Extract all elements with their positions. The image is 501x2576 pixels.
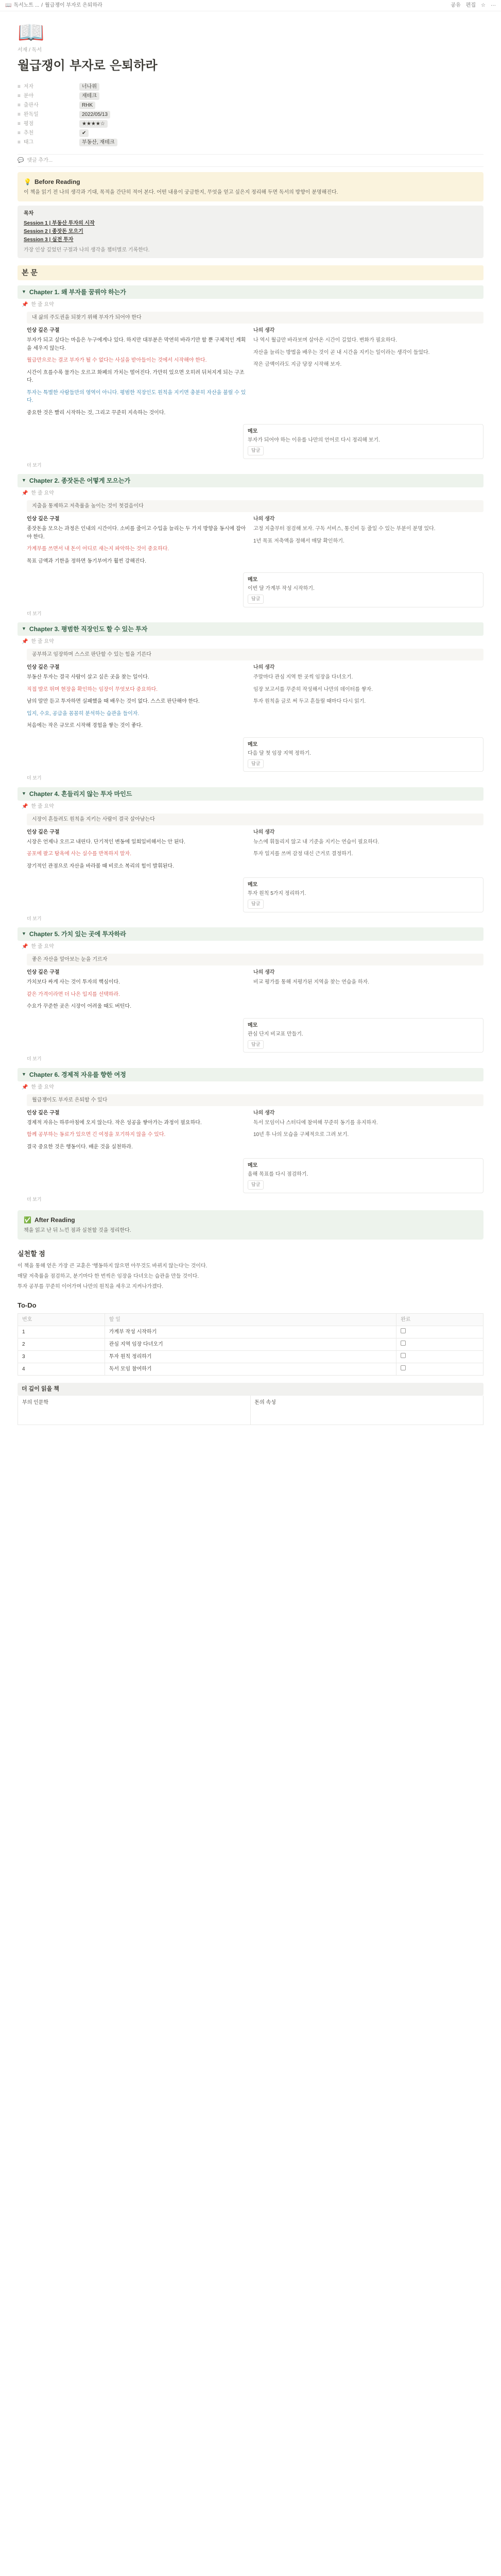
thought-label: 나의 생각 xyxy=(253,1110,275,1116)
property-value[interactable] xyxy=(79,111,112,118)
breadcrumb-current[interactable]: 월급쟁이 부자로 은퇴하라 xyxy=(45,3,102,8)
quote-grid xyxy=(27,515,483,569)
side-comment[interactable] xyxy=(243,1018,483,1053)
thought-label: 나의 생각 xyxy=(253,665,275,670)
chapter-block xyxy=(18,285,483,469)
todo-table xyxy=(18,1313,483,1376)
workspace-label[interactable]: 독서노트 ... xyxy=(13,3,40,8)
property-tag: 재테크 xyxy=(79,92,99,100)
side-comment[interactable] xyxy=(243,1158,483,1193)
property-key xyxy=(18,92,79,100)
summary-label xyxy=(18,487,483,499)
quote-grid xyxy=(27,828,483,875)
properties xyxy=(18,82,483,147)
edit-button[interactable]: 편집 xyxy=(465,3,476,8)
lightbulb-icon: 💡 xyxy=(24,178,31,185)
todo-done xyxy=(396,1338,483,1351)
chapter-block xyxy=(18,474,483,617)
property-key xyxy=(18,83,79,91)
thought-paragraph: 독서 모임이나 스터디에 참여해 꾸준히 동기를 유지하자. xyxy=(253,1120,378,1126)
thought-paragraph: 10년 후 나의 모습을 구체적으로 그려 보기. xyxy=(253,1132,349,1138)
further-reading-grid xyxy=(18,1396,483,1425)
property-row xyxy=(18,138,483,147)
pin-icon: 📌 xyxy=(22,1084,28,1090)
property-label: 저자 xyxy=(23,83,34,90)
quote-paragraph: 처음에는 작은 규모로 시작해 경험을 쌓는 것이 좋다. xyxy=(27,723,143,728)
property-row xyxy=(18,91,483,100)
property-value[interactable] xyxy=(79,139,119,146)
property-value[interactable] xyxy=(79,101,97,109)
chapter-title: Chapter 6. 경제적 자유를 향한 여정 xyxy=(29,1071,126,1078)
read-more-link[interactable]: 더 보기 xyxy=(27,916,42,921)
property-tag: RHK xyxy=(79,101,95,109)
page-icon-small: 📖 xyxy=(5,3,12,8)
quote-label: 인상 깊은 구절 xyxy=(27,829,60,835)
quote-paragraph: 장기적인 관점으로 자산을 바라볼 때 비로소 복리의 힘이 발휘된다. xyxy=(27,863,174,869)
triangle-down-icon[interactable]: ▼ xyxy=(22,478,26,483)
thought-column xyxy=(253,1109,483,1156)
table-of-contents: 목차 Session 1 | 부동산 투자의 시작 Session 2 | 종잣돈 모으기 Session 3 | 실전 투자 가장 인상 깊었던 구절과 나의 생각을 챕터별로 기록한다. xyxy=(18,206,483,258)
thought-paragraph: 1년 목표 저축액을 정해서 매달 확인하기. xyxy=(253,538,344,544)
summary-label-text: 한 줄 요약 xyxy=(31,944,54,950)
reply-button[interactable]: 답글 xyxy=(248,1040,264,1049)
checkbox[interactable] xyxy=(401,1365,406,1370)
quote-grid xyxy=(27,969,483,1015)
quote-label: 인상 깊은 구절 xyxy=(27,970,60,975)
property-tag: 너나위 xyxy=(79,83,99,91)
quote-paragraph: 가계부를 쓰면서 내 돈이 어디로 새는지 파악하는 것이 중요하다. xyxy=(27,546,169,552)
thought-column xyxy=(253,515,483,569)
quote-paragraph: 결국 중요한 것은 행동이다. 배운 것을 실천하라. xyxy=(27,1144,133,1150)
todo-task[interactable]: 가계부 작성 시작하기 xyxy=(105,1326,396,1338)
todo-done xyxy=(396,1326,483,1338)
property-label: 추천 xyxy=(23,130,34,136)
toc-link[interactable]: Session 2 | 종잣돈 모으기 xyxy=(24,229,83,234)
todo-number: 3 xyxy=(18,1351,105,1363)
chapter-title: Chapter 3. 평범한 직장인도 할 수 있는 투자 xyxy=(29,625,148,633)
further-reading-bar: 더 깊이 읽을 책 xyxy=(18,1383,483,1396)
checkbox[interactable] xyxy=(401,1353,406,1358)
checkbox[interactable] xyxy=(401,1328,406,1333)
property-label: 평점 xyxy=(23,121,34,127)
comment-author: 메모 xyxy=(248,577,258,583)
property-key xyxy=(18,120,79,128)
thought-paragraph: 주말마다 관심 지역 한 곳씩 임장을 다녀오기. xyxy=(253,674,353,680)
thought-label: 나의 생각 xyxy=(253,328,275,333)
chapter-block xyxy=(18,622,483,782)
side-comment[interactable] xyxy=(243,424,483,459)
triangle-down-icon[interactable]: ▼ xyxy=(22,931,26,937)
reply-button[interactable]: 답글 xyxy=(248,595,264,604)
thought-label: 나의 생각 xyxy=(253,516,275,522)
comment-text: 이번 달 가계부 작성 시작하기. xyxy=(248,586,315,591)
summary-text: 지출을 통제하고 저축률을 높이는 것이 첫걸음이다 xyxy=(27,500,483,512)
todo-row xyxy=(18,1363,483,1376)
toc-link[interactable]: Session 1 | 부동산 투자의 시작 xyxy=(24,221,95,226)
todo-row xyxy=(18,1338,483,1351)
property-value[interactable] xyxy=(79,83,101,91)
takeaway-title: 실천할 점 xyxy=(18,1250,45,1258)
side-comment[interactable] xyxy=(243,877,483,912)
quote-label: 인상 깊은 구절 xyxy=(27,516,60,522)
quote-paragraph: 시간이 흐를수록 물가는 오르고 화폐의 가치는 떨어진다. 가만히 있으면 오히려 뒤처지게 되는 구조다. xyxy=(27,369,245,383)
quote-paragraph: 종잣돈을 모으는 과정은 인내의 시간이다. 소비를 줄이고 수입을 늘리는 두 가지 방향을 동시에 잡아야 한다. xyxy=(27,526,246,540)
property-row xyxy=(18,110,483,119)
thought-paragraph: 투자 원칙을 글로 써 두고 흔들릴 때마다 다시 읽기. xyxy=(253,699,366,704)
quote-column xyxy=(27,828,248,875)
todo-number: 4 xyxy=(18,1363,105,1376)
todo-task[interactable]: 관심 지역 임장 다녀오기 xyxy=(105,1338,396,1351)
quote-grid xyxy=(27,327,483,421)
pin-icon: 📌 xyxy=(22,302,28,308)
summary-label xyxy=(18,299,483,311)
more-icon[interactable]: ··· xyxy=(491,3,496,8)
todo-number: 1 xyxy=(18,1326,105,1338)
quote-paragraph: 시장은 언제나 오르고 내린다. 단기적인 변동에 일희일비해서는 안 된다. xyxy=(27,839,185,845)
property-label: 태그 xyxy=(23,139,34,145)
quote-paragraph: 부자가 되고 싶다는 마음은 누구에게나 있다. 하지만 대부분은 막연히 바라기만 할 뿐 구체적인 계획을 세우지 않는다. xyxy=(27,337,246,351)
read-more-link[interactable]: 더 보기 xyxy=(27,462,42,468)
thought-paragraph: 고정 지출부터 점검해 보자. 구독 서비스, 통신비 등 줄일 수 있는 부분이 분명 있다. xyxy=(253,526,436,532)
further-reading-right[interactable]: 돈의 속성 xyxy=(254,1399,276,1405)
reply-button[interactable]: 답글 xyxy=(248,1180,264,1190)
property-value[interactable] xyxy=(79,120,110,128)
thought-paragraph: 비교 평가를 통해 저평가된 지역을 찾는 연습을 하자. xyxy=(253,979,370,985)
quote-grid xyxy=(27,664,483,734)
star-icon[interactable]: ☆ xyxy=(481,3,486,8)
quote-paragraph: 투자는 특별한 사람들만의 영역이 아니다. 평범한 직장인도 원칙을 지키면 충분히 자산을 불릴 수 있다. xyxy=(27,389,246,403)
side-comment[interactable] xyxy=(243,572,483,607)
thought-column xyxy=(253,828,483,875)
todo-header: 번호 xyxy=(18,1314,105,1326)
thought-paragraph: 작은 금액이라도 지금 당장 시작해 보자. xyxy=(253,362,342,367)
triangle-down-icon[interactable]: ▼ xyxy=(22,790,26,796)
thought-paragraph: 임장 보고서를 꾸준히 작성해서 나만의 데이터를 쌓자. xyxy=(253,686,373,692)
triangle-down-icon[interactable]: ▼ xyxy=(22,626,26,632)
read-more-link[interactable]: 더 보기 xyxy=(27,611,42,616)
reply-button[interactable]: 답글 xyxy=(248,759,264,769)
takeaway-line: 이 책을 통해 얻은 가장 큰 교훈은 '행동하지 않으면 아무것도 바뀌지 않는다'는 것이다. xyxy=(18,1263,208,1269)
read-more-link[interactable]: 더 보기 xyxy=(27,775,42,781)
thought-paragraph: 자산을 늘리는 방법을 배우는 것이 곧 내 시간을 지키는 일이라는 생각이 들었다. xyxy=(253,349,430,355)
thought-paragraph: 투자 일지를 쓰며 감정 대신 근거로 결정하기. xyxy=(253,851,353,857)
takeaway-line: 투자 공부를 꾸준히 이어가며 나만의 원칙을 세우고 지켜나가겠다. xyxy=(18,1283,164,1290)
todo-row xyxy=(18,1351,483,1363)
thought-label: 나의 생각 xyxy=(253,829,275,835)
quote-column xyxy=(27,515,248,569)
summary-label-text: 한 줄 요약 xyxy=(31,639,54,645)
quote-column xyxy=(27,1109,248,1156)
property-key xyxy=(18,101,79,109)
page-icon[interactable]: 📖 xyxy=(18,20,45,44)
summary-label xyxy=(18,636,483,648)
quote-label: 인상 깊은 구절 xyxy=(27,665,60,670)
page-title[interactable]: 월급쟁이 부자로 은퇴하라 xyxy=(18,58,158,73)
property-value[interactable] xyxy=(79,92,101,100)
property-label: 완독일 xyxy=(23,111,39,117)
quote-paragraph: 가치보다 싸게 사는 것이 투자의 핵심이다. xyxy=(27,979,120,985)
after-reading-callout: ✅ After Reading 책을 읽고 난 뒤 느낀 점과 실천할 것을 정리한다. xyxy=(18,1210,483,1240)
todo-title: To-Do xyxy=(18,1301,37,1309)
quote-paragraph: 남의 말만 듣고 투자하면 실패했을 때 배우는 것이 없다. 스스로 판단해야 한다. xyxy=(27,699,200,704)
property-tag: 2022/05/13 xyxy=(79,111,110,118)
reply-button[interactable]: 답글 xyxy=(248,900,264,909)
todo-done xyxy=(396,1351,483,1363)
quote-paragraph: 수요가 꾸준한 곳은 시장이 어려울 때도 버틴다. xyxy=(27,1004,131,1009)
property-row xyxy=(18,100,483,110)
summary-label-text: 한 줄 요약 xyxy=(31,490,54,496)
chapter-block xyxy=(18,1068,483,1204)
quote-paragraph: 목표 금액과 기한을 정하면 동기부여가 훨씬 강해진다. xyxy=(27,558,146,564)
thought-column xyxy=(253,664,483,734)
comment-text: 관심 단지 비교표 만들기. xyxy=(248,1031,303,1037)
quote-label: 인상 깊은 구절 xyxy=(27,328,60,333)
property-icon: ≡ xyxy=(18,130,21,136)
section-heading: 본 문 xyxy=(18,265,483,280)
pin-icon: 📌 xyxy=(22,490,28,496)
summary-label-text: 한 줄 요약 xyxy=(31,302,54,308)
quote-paragraph: 함께 공부하는 동료가 있으면 긴 여정을 포기하지 않을 수 있다. xyxy=(27,1132,166,1138)
reply-button[interactable]: 답글 xyxy=(248,446,264,455)
read-more-link[interactable]: 더 보기 xyxy=(27,1056,42,1061)
share-button[interactable]: 공유 xyxy=(451,3,461,8)
chapter-toggle[interactable] xyxy=(18,285,483,299)
chapter-toggle[interactable] xyxy=(18,1068,483,1081)
chapter-toggle[interactable] xyxy=(18,474,483,487)
pin-icon: 📌 xyxy=(22,944,28,950)
todo-header: 완료 xyxy=(396,1314,483,1326)
summary-label xyxy=(18,1081,483,1093)
summary-label-text: 한 줄 요약 xyxy=(31,803,54,809)
triangle-down-icon[interactable]: ▼ xyxy=(22,1071,26,1077)
breadcrumb[interactable]: 📖 독서노트 ... / 월급쟁이 부자로 은퇴하라 xyxy=(5,3,102,8)
summary-text: 시장이 흔들려도 원칙을 지키는 사람이 결국 살아남는다 xyxy=(27,814,483,825)
add-comment[interactable]: 💬 댓글 추가... xyxy=(18,154,483,167)
checkbox[interactable] xyxy=(401,1341,406,1346)
before-reading-callout: 💡 Before Reading 이 책을 읽기 전 나의 생각과 기대, 목적을 간단히 적어 본다. 어떤 내용이 궁금한지, 무엇을 얻고 싶은지 정리해 두면 독서의 방향이 분명해진다. xyxy=(18,172,483,201)
summary-text: 내 삶의 주도권을 되찾기 위해 부자가 되어야 한다 xyxy=(27,312,483,324)
comment-text: 부자가 되어야 하는 이유를 나만의 언어로 다시 정리해 보기. xyxy=(248,437,380,443)
property-icon: ≡ xyxy=(18,93,21,99)
page-breadcrumb: 서재 / 독서 xyxy=(18,47,42,53)
todo-header: 할 일 xyxy=(105,1314,396,1326)
comment-author: 메모 xyxy=(248,882,258,888)
property-row xyxy=(18,128,483,138)
comment-text: 다음 달 첫 임장 지역 정하기. xyxy=(248,750,311,756)
comment-author: 메모 xyxy=(248,429,258,434)
summary-text: 월급쟁이도 부자로 은퇴할 수 있다 xyxy=(27,1094,483,1106)
quote-column xyxy=(27,327,248,421)
check-icon: ✅ xyxy=(24,1216,31,1224)
chapter-toggle[interactable] xyxy=(18,622,483,636)
triangle-down-icon[interactable]: ▼ xyxy=(22,289,26,295)
quote-paragraph: 같은 가격이라면 더 나은 입지를 선택하라. xyxy=(27,991,120,997)
thought-column xyxy=(253,969,483,1015)
further-reading-left[interactable]: 부의 인문학 xyxy=(18,1396,251,1425)
property-label: 분야 xyxy=(23,93,34,99)
todo-done xyxy=(396,1363,483,1376)
property-value[interactable] xyxy=(79,129,91,137)
property-key xyxy=(18,111,79,118)
thought-column xyxy=(253,327,483,421)
comment-author: 메모 xyxy=(248,1163,258,1168)
quote-column xyxy=(27,664,248,734)
property-icon: ≡ xyxy=(18,83,21,90)
quote-paragraph: 경제적 자유는 하루아침에 오지 않는다. 작은 성공을 쌓아가는 과정이 필요하다. xyxy=(27,1120,202,1126)
quote-paragraph: 공포에 팔고 탐욕에 사는 실수를 반복하지 말자. xyxy=(27,851,131,857)
property-row xyxy=(18,119,483,128)
quote-paragraph: 중요한 것은 빨리 시작하는 것, 그리고 꾸준히 지속하는 것이다. xyxy=(27,410,166,416)
comment-text: 투자 원칙 5가지 정리하기. xyxy=(248,891,306,896)
read-more-link[interactable]: 더 보기 xyxy=(27,1196,42,1202)
property-icon: ≡ xyxy=(18,139,21,145)
side-comment[interactable] xyxy=(243,737,483,772)
todo-number: 2 xyxy=(18,1338,105,1351)
todo-task[interactable]: 독서 모임 참여하기 xyxy=(105,1363,396,1376)
thought-label: 나의 생각 xyxy=(253,970,275,975)
pin-icon: 📌 xyxy=(22,803,28,809)
summary-label xyxy=(18,801,483,812)
property-label: 출판사 xyxy=(23,102,39,108)
property-icon: ≡ xyxy=(18,121,21,127)
summary-text: 공부하고 임장하며 스스로 판단할 수 있는 힘을 기른다 xyxy=(27,649,483,660)
quote-paragraph: 부동산 투자는 결국 사람이 살고 싶은 곳을 찾는 일이다. xyxy=(27,674,149,680)
page-content xyxy=(18,11,483,1425)
pin-icon: 📌 xyxy=(22,639,28,645)
chapter-title: Chapter 4. 흔들리지 않는 투자 마인드 xyxy=(29,790,132,798)
quote-paragraph: 월급만으로는 결코 부자가 될 수 없다는 사실을 받아들이는 것에서 시작해야 한다. xyxy=(27,358,207,363)
quote-paragraph: 입지, 수요, 공급을 꼼꼼히 분석하는 습관을 들이자. xyxy=(27,710,140,717)
toc-link[interactable]: Session 3 | 실전 투자 xyxy=(24,237,74,243)
todo-task[interactable]: 투자 원칙 정리하기 xyxy=(105,1351,396,1363)
chapter-title: Chapter 1. 왜 부자를 꿈꿔야 하는가 xyxy=(29,289,126,296)
quote-label: 인상 깊은 구절 xyxy=(27,1110,60,1116)
comment-author: 메모 xyxy=(248,741,258,748)
chapter-title: Chapter 2. 종잣돈은 어떻게 모으는가 xyxy=(29,477,131,484)
property-icon: ≡ xyxy=(18,102,21,108)
takeaway-line: 매달 저축률을 점검하고, 분기마다 한 번씩은 임장을 다녀오는 습관을 만들 것이다. xyxy=(18,1273,199,1279)
property-row xyxy=(18,82,483,91)
property-icon: ≡ xyxy=(18,111,21,117)
summary-label xyxy=(18,941,483,953)
property-tag: ★★★★☆ xyxy=(79,120,108,128)
comment-icon: 💬 xyxy=(18,158,24,163)
property-tag: 부동산, 재테크 xyxy=(79,139,117,146)
property-key xyxy=(18,129,79,137)
chapter-toggle[interactable] xyxy=(18,787,483,801)
todo-row xyxy=(18,1326,483,1338)
chapter-toggle[interactable] xyxy=(18,927,483,941)
quote-grid xyxy=(27,1109,483,1156)
chapter-block xyxy=(18,927,483,1063)
property-tag: ✔ xyxy=(79,129,89,137)
top-bar xyxy=(0,0,501,11)
chapter-title: Chapter 5. 가치 있는 곳에 투자하라 xyxy=(29,930,126,938)
summary-label-text: 한 줄 요약 xyxy=(31,1084,54,1090)
comment-author: 메모 xyxy=(248,1022,258,1028)
thought-paragraph: 뉴스에 휘둘리지 않고 내 기준을 지키는 연습이 필요하다. xyxy=(253,839,379,845)
thought-paragraph: 나 역시 월급만 바라보며 살아온 시간이 길었다. 변화가 필요하다. xyxy=(253,337,397,343)
quote-column xyxy=(27,969,248,1015)
quote-paragraph: 직접 발로 뛰며 현장을 확인하는 임장이 무엇보다 중요하다. xyxy=(27,686,158,692)
summary-text: 좋은 자산을 알아보는 눈을 기르자 xyxy=(27,954,483,965)
property-key xyxy=(18,139,79,146)
chapter-block xyxy=(18,787,483,923)
comment-text: 올해 목표를 다시 점검하기. xyxy=(248,1172,308,1177)
